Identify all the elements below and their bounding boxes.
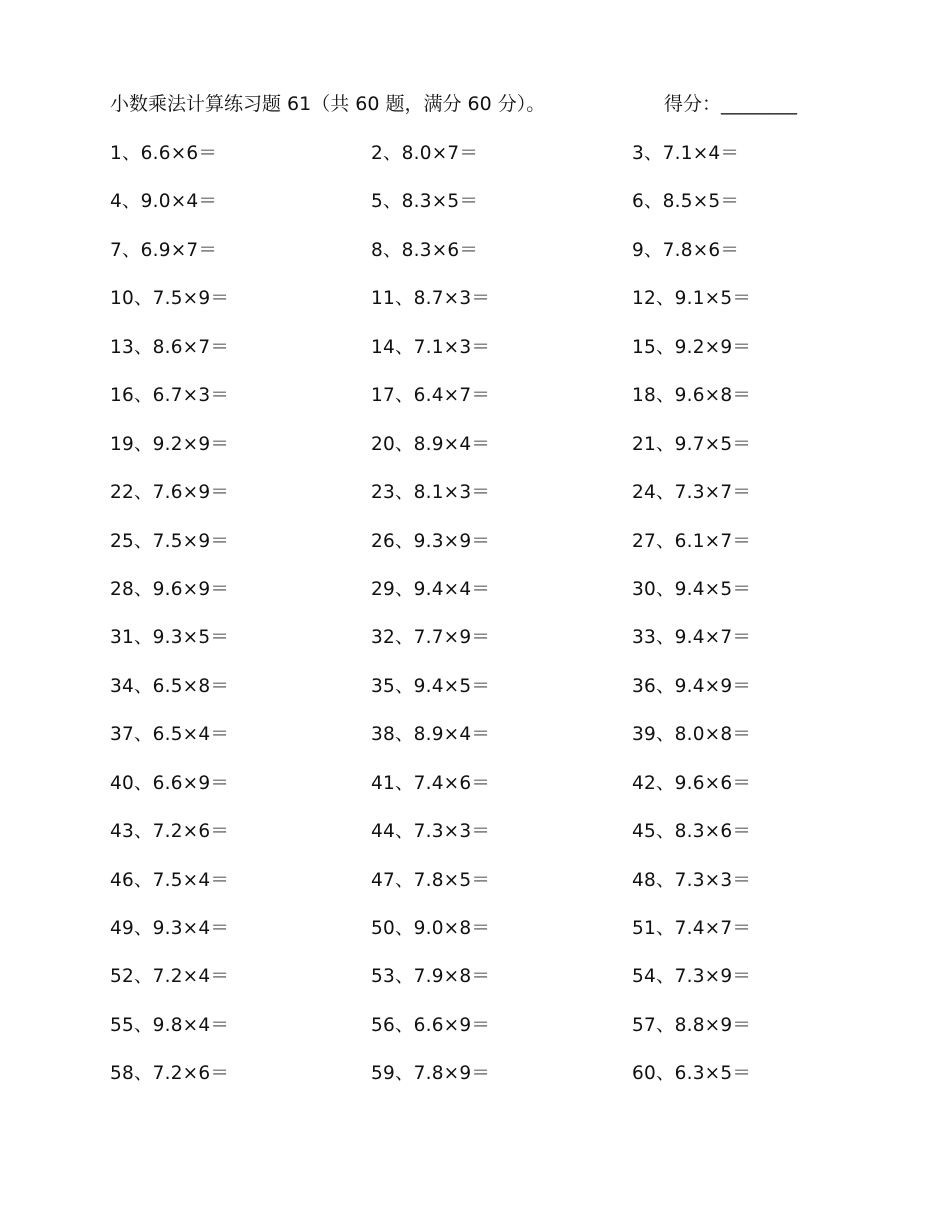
- problem-item: 16、6.7×3＝: [110, 385, 230, 407]
- problem-item: 57、8.8×9＝: [632, 1014, 752, 1036]
- problem-item: 13、8.6×7＝: [110, 336, 230, 358]
- problem-item: 40、6.6×9＝: [110, 772, 230, 794]
- problem-item: 30、9.4×5＝: [632, 578, 752, 600]
- problem-item: 6、8.5×5＝: [632, 191, 740, 213]
- problem-item: 60、6.3×5＝: [632, 1063, 752, 1085]
- problem-item: 3、7.1×4＝: [632, 143, 740, 164]
- problem-item: 15、9.2×9＝: [632, 336, 752, 358]
- problem-item: 25、7.5×9＝: [110, 530, 230, 552]
- problem-item: 4、9.0×4＝: [110, 191, 218, 213]
- problem-item: 54、7.3×9＝: [632, 966, 752, 988]
- problem-item: 42、9.6×6＝: [632, 772, 752, 794]
- problem-item: 21、9.7×5＝: [632, 433, 752, 455]
- problem-item: 48、7.3×3＝: [632, 869, 752, 891]
- problem-item: 26、9.3×9＝: [371, 530, 491, 552]
- problem-item: 2、8.0×7＝: [371, 143, 479, 164]
- problem-item: 19、9.2×9＝: [110, 433, 230, 455]
- problem-item: 55、9.8×4＝: [110, 1014, 230, 1036]
- problem-item: 24、7.3×7＝: [632, 482, 752, 504]
- problem-item: 1、6.6×6＝: [110, 143, 218, 164]
- problem-item: 35、9.4×5＝: [371, 675, 491, 697]
- worksheet-header: [110, 90, 830, 120]
- problem-item: 23、8.1×3＝: [371, 482, 491, 504]
- problem-item: 53、7.9×8＝: [371, 966, 491, 988]
- problem-item: 52、7.2×4＝: [110, 966, 230, 988]
- problem-item: 34、6.5×8＝: [110, 675, 230, 697]
- problem-item: 37、6.5×4＝: [110, 724, 230, 746]
- problem-item: 58、7.2×6＝: [110, 1063, 230, 1085]
- problem-item: 10、7.5×9＝: [110, 288, 230, 310]
- score-field: 得分：________: [664, 93, 798, 115]
- problem-item: 59、7.8×9＝: [371, 1063, 491, 1085]
- problem-item: 8、8.3×6＝: [371, 239, 479, 261]
- worksheet-title: 小数乘法计算练习题 61（共 60 题，满分 60 分）。: [110, 93, 546, 115]
- problem-item: 22、7.6×9＝: [110, 482, 230, 504]
- problem-item: 14、7.1×3＝: [371, 336, 491, 358]
- problem-item: 31、9.3×5＝: [110, 627, 230, 649]
- problem-item: 49、9.3×4＝: [110, 918, 230, 939]
- problem-item: 36、9.4×9＝: [632, 675, 752, 697]
- problem-item: 47、7.8×5＝: [371, 869, 491, 891]
- problem-item: 56、6.6×9＝: [371, 1014, 491, 1036]
- problem-item: 33、9.4×7＝: [632, 627, 752, 649]
- problem-item: 28、9.6×9＝: [110, 578, 230, 600]
- problem-item: 32、7.7×9＝: [371, 627, 491, 649]
- problem-item: 51、7.4×7＝: [632, 918, 752, 939]
- problem-item: 50、9.0×8＝: [371, 918, 491, 939]
- problem-item: 18、9.6×8＝: [632, 385, 752, 407]
- problem-item: 7、6.9×7＝: [110, 239, 218, 261]
- problem-item: 12、9.1×5＝: [632, 288, 752, 310]
- problem-grid: [110, 140, 870, 1109]
- problem-item: 43、7.2×6＝: [110, 821, 230, 843]
- problem-item: 17、6.4×7＝: [371, 385, 491, 407]
- problem-item: 39、8.0×8＝: [632, 724, 752, 746]
- problem-item: 38、8.9×4＝: [371, 724, 491, 746]
- problem-item: 27、6.1×7＝: [632, 530, 752, 552]
- problem-item: 20、8.9×4＝: [371, 433, 491, 455]
- problem-item: 44、7.3×3＝: [371, 821, 491, 843]
- problem-item: 46、7.5×4＝: [110, 869, 230, 891]
- problem-item: 5、8.3×5＝: [371, 191, 479, 213]
- problem-item: 9、7.8×6＝: [632, 239, 740, 261]
- problem-item: 45、8.3×6＝: [632, 821, 752, 843]
- problem-item: 11、8.7×3＝: [371, 288, 491, 310]
- problem-item: 41、7.4×6＝: [371, 772, 491, 794]
- problem-item: 29、9.4×4＝: [371, 578, 491, 600]
